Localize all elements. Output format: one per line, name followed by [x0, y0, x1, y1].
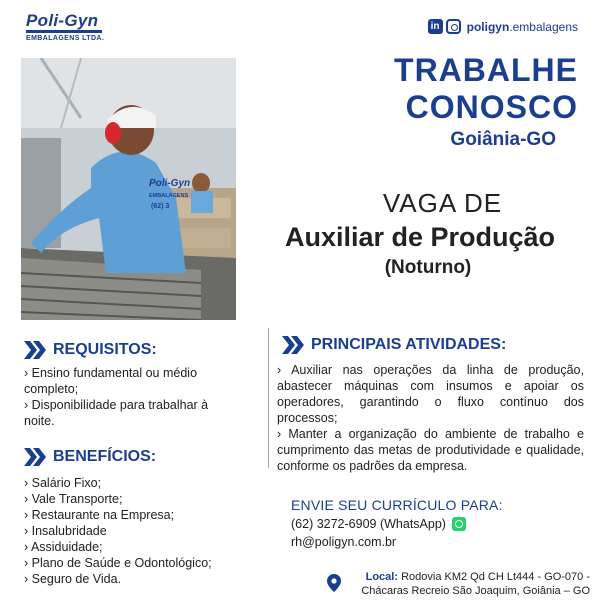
double-chevron-icon [24, 340, 46, 360]
shirt-text-2: EMBALAGENS [149, 193, 189, 199]
column-divider [268, 328, 269, 468]
linkedin-icon[interactable]: in [428, 19, 443, 34]
address-label: Local: [365, 571, 399, 583]
list-item: › Ensino fundamental ou médio completo; [24, 366, 198, 396]
activities-heading [282, 335, 506, 355]
cv-title: ENVIE SEU CURRÍCULO PARA: [291, 497, 503, 513]
cv-phone-text[interactable]: (62) 3272-6909 (WhatsApp) [291, 517, 446, 531]
company-logo [26, 12, 106, 44]
list-item: › Plano de Saúde e Odontológico; [24, 556, 212, 570]
list-item: › Restaurante na Empresa; [24, 508, 175, 522]
benefits-heading [24, 447, 156, 467]
list-item: › Auxiliar nas operações da linha de produção, abastecer máquinas com insumos e apoiar os operadores, garantindo o fluxo contínuo dos processos; [277, 363, 584, 425]
address-line-2: Chácaras Recreio São Joaquim, Goiânia – GO [361, 585, 590, 597]
list-item: › Salário Fixo; [24, 476, 102, 490]
address [350, 570, 590, 598]
worker-photo-illustration [21, 58, 236, 320]
logo-brand: Poli-Gyn [26, 11, 99, 30]
cv-phone[interactable] [291, 517, 466, 531]
headline-line-1: TRABALHE [394, 52, 578, 88]
list-item: › Disponibilidade para trabalhar à noite. [24, 398, 209, 428]
requirements-title: REQUISITOS: [53, 341, 157, 358]
benefits-title: BENEFÍCIOS: [53, 448, 157, 465]
vacancy-block [245, 188, 595, 281]
list-item: › Manter a organização do ambiente de trabalho e cumprimento das metas de produtividade e qualidade, conforme os padrões da empresa. [277, 427, 584, 473]
logo-subtitle: EMBALAGENS LTDA. [26, 35, 105, 42]
shirt-text-3: (62) 3 [151, 203, 170, 210]
list-item: › Vale Transporte; [24, 492, 123, 506]
vacancy-prefix: VAGA DE [382, 188, 503, 218]
benefits-list [24, 475, 234, 587]
list-item: › Assiduidade; [24, 540, 103, 554]
headline-line-2: CONOSCO [405, 89, 578, 125]
requirements-heading [24, 340, 157, 360]
activities-title: PRINCIPAIS ATIVIDADES: [311, 336, 507, 353]
double-chevron-icon [24, 447, 46, 467]
whatsapp-icon[interactable] [452, 517, 466, 531]
vacancy-role: Auxiliar de Produção [284, 222, 556, 252]
instagram-icon[interactable] [446, 19, 461, 34]
map-pin-icon [327, 574, 341, 592]
headline-city: Goiânia-GO [450, 129, 556, 150]
social-handle-text: poligyn.embalagens [466, 19, 578, 34]
cv-email[interactable]: rh@poligyn.com.br [291, 535, 397, 549]
list-item: › Insalubridade [24, 524, 107, 538]
double-chevron-icon [282, 335, 304, 355]
shirt-text-1: Poli-Gyn [149, 178, 191, 189]
activities-list [277, 362, 584, 474]
list-item: › Seguro de Vida. [24, 572, 122, 586]
vacancy-shift: (Noturno) [384, 257, 472, 278]
worker-photo [21, 58, 236, 320]
social-handle[interactable] [428, 19, 578, 34]
requirements-list [24, 365, 224, 429]
headline [394, 52, 578, 151]
logo-underline [26, 30, 102, 33]
address-line-1: Rodovia KM2 Qd CH Lt444 - GO-070 - [401, 571, 590, 583]
